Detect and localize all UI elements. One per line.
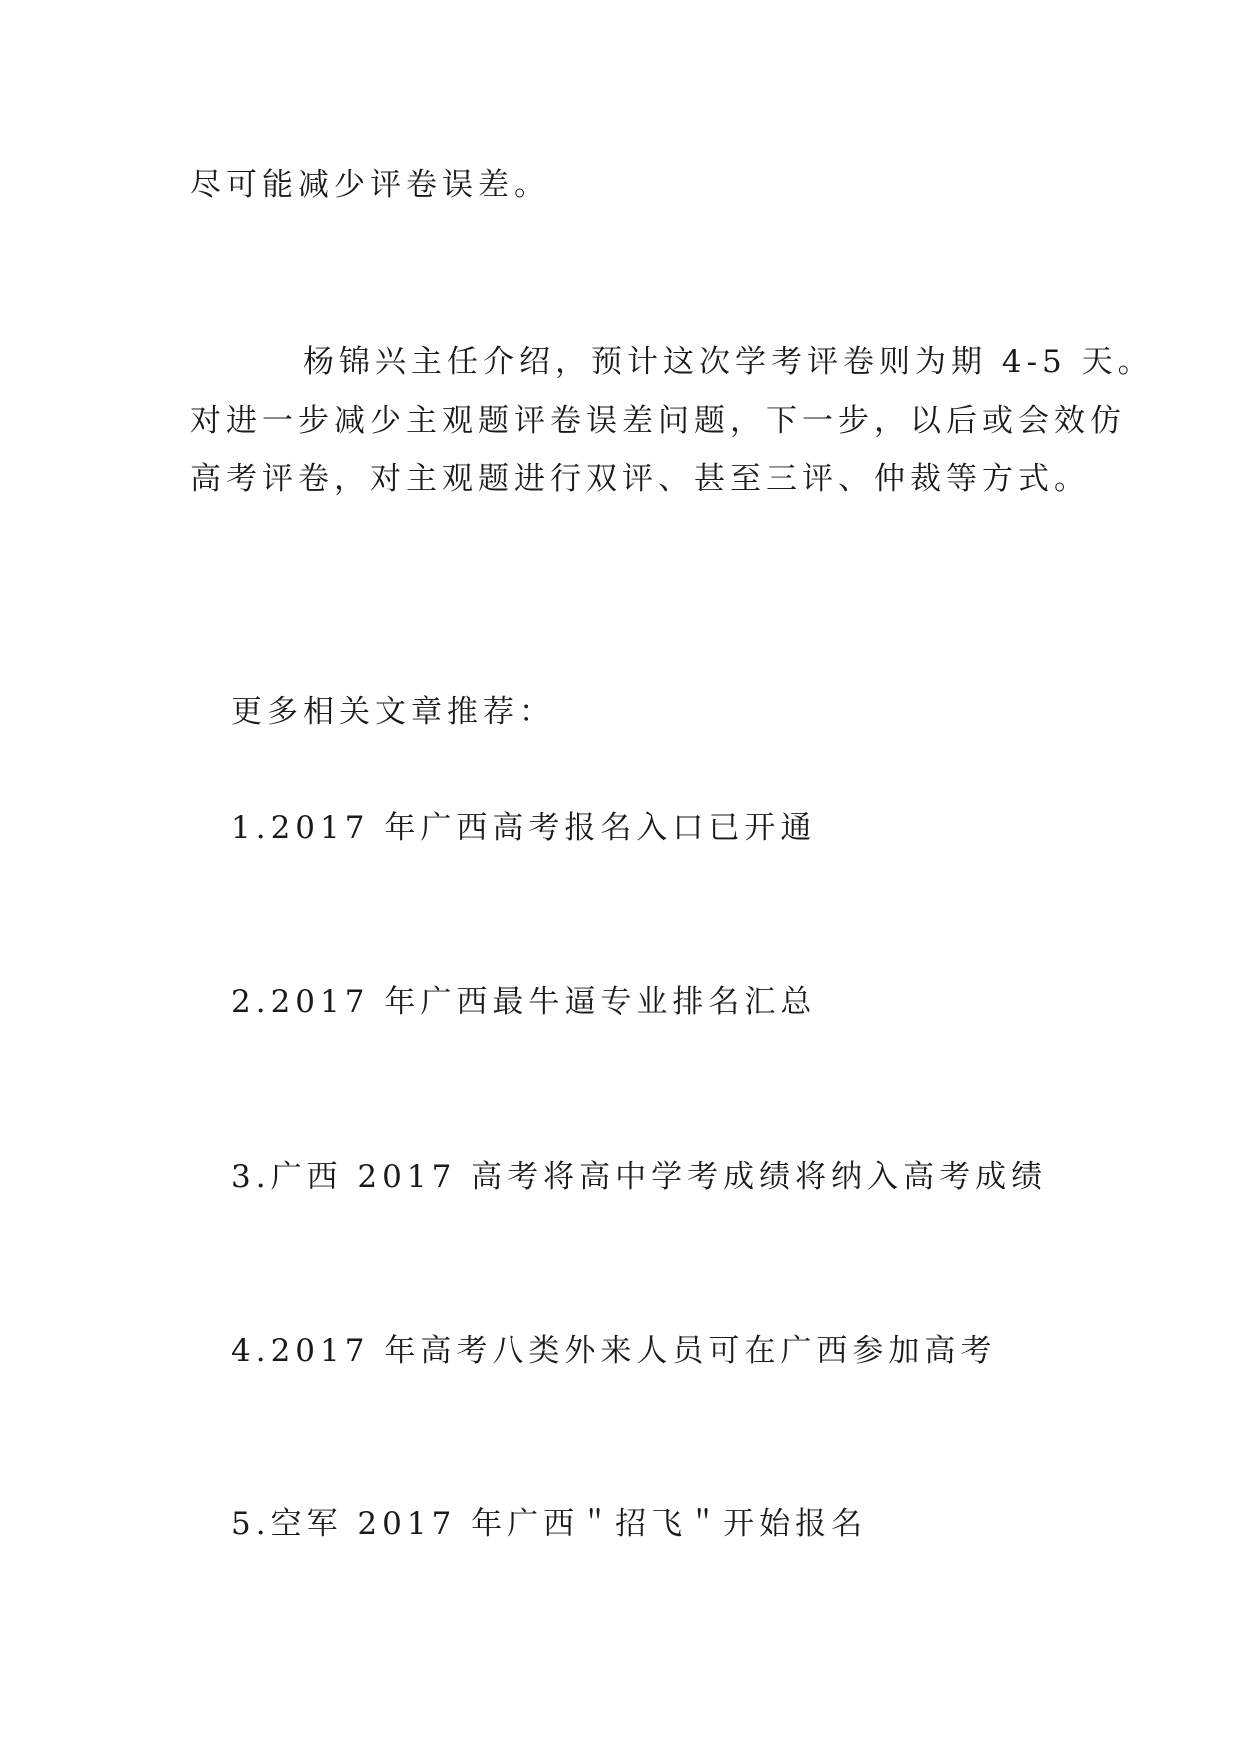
recommendation-item-5[interactable]: 5.空军 2017 年广西＂招飞＂开始报名 <box>231 1506 868 1542</box>
recommendation-item-4[interactable]: 4.2017 年高考八类外来人员可在广西参加高考 <box>231 1333 997 1369</box>
recommendations-heading: 更多相关文章推荐： <box>231 694 555 730</box>
paragraph-2-line-3: 高考评卷，对主观题进行双评、甚至三评、仲裁等方式。 <box>190 461 1090 497</box>
recommendation-item-2[interactable]: 2.2017 年广西最牛逼专业排名汇总 <box>231 984 817 1020</box>
recommendation-item-1[interactable]: 1.2017 年广西高考报名入口已开通 <box>231 810 817 846</box>
paragraph-1-line-1: 尽可能减少评卷误差。 <box>190 167 550 203</box>
paragraph-2-line-1: 杨锦兴主任介绍，预计这次学考评卷则为期 4-5 天。 <box>303 344 1154 380</box>
recommendation-item-3[interactable]: 3.广西 2017 高考将高中学考成绩将纳入高考成绩 <box>231 1159 1048 1195</box>
paragraph-2-line-2: 对进一步减少主观题评卷误差问题，下一步，以后或会效仿 <box>190 403 1126 439</box>
